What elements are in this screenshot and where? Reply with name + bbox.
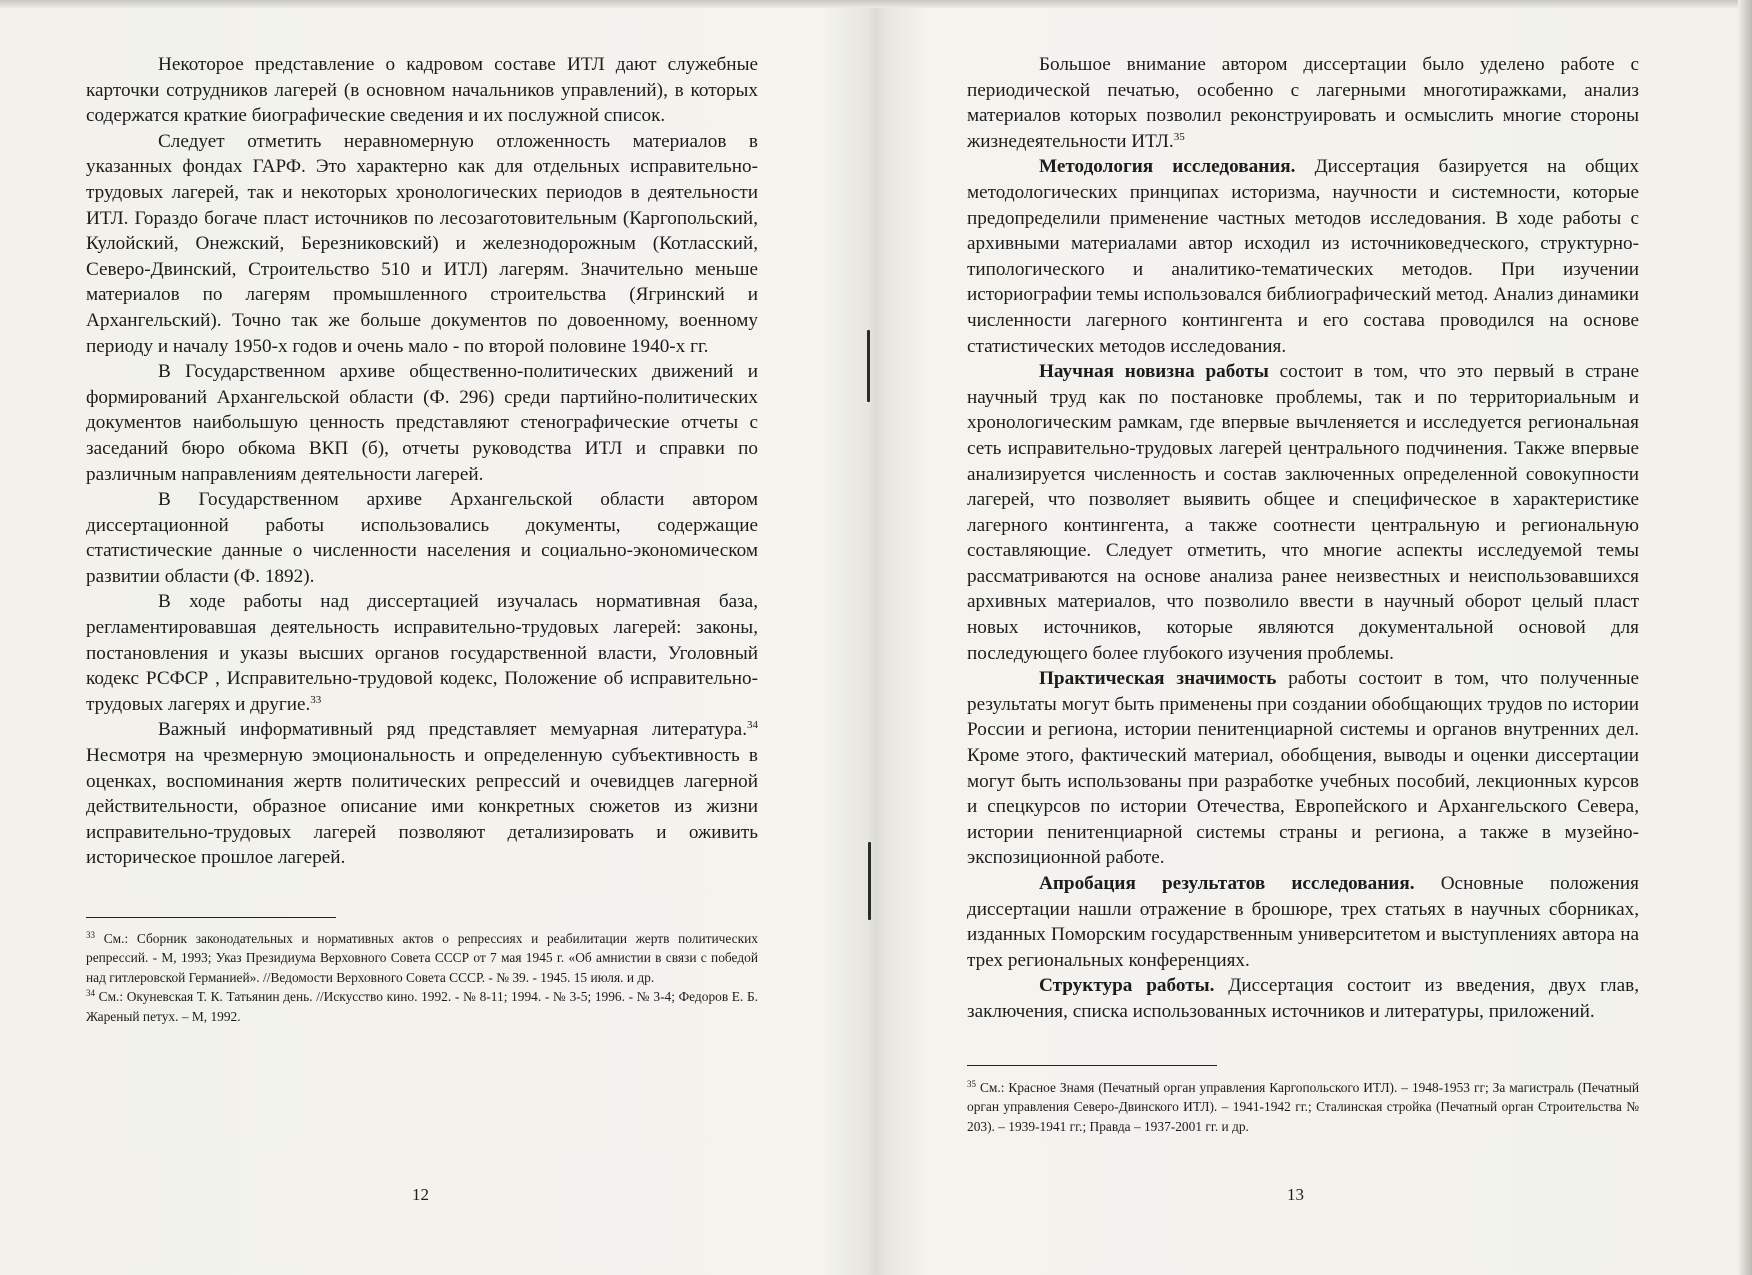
right-page-body bbox=[967, 52, 1639, 1025]
paragraph-text: Большое внимание автором диссертации было уделено работе с периодической печатью, особенно с лагерными многотиражками, анализ материалов которых позволил реконструировать и осмыслить многие стороны жизнедеятельности ИТЛ. bbox=[967, 54, 1639, 152]
staple-mark bbox=[867, 330, 870, 402]
section-paragraph bbox=[967, 973, 1639, 1024]
paragraph bbox=[86, 717, 758, 871]
page-number: 13 bbox=[1287, 1185, 1304, 1204]
paragraph-text: Важный информативный ряд представляет мемуарная литература. bbox=[158, 719, 747, 741]
paragraph: В Государственном архиве Архангельской области автором диссертационной работы использовались документы, содержащие статистические данные о численности населения и социально-экономическом развитии области (Ф. 1892). bbox=[86, 489, 758, 587]
section-heading: Практическая значимость bbox=[1039, 668, 1277, 690]
footnote-ref: 34 bbox=[747, 719, 758, 732]
section-text: работы состоит в том, что полученные результаты могут быть применены при создании обобщающих трудов по истории России и региона, истории пенитенциарной системы и органов внутренних дел. Кроме этого, фактический материал, обобщения, выводы и оценки диссертации могут быть использованы при разработке учебных пособий, лекционных курсов и спецкурсов по истории Отечества, Европейского и Архангельского Севера, истории пенитенциарной системы страны и региона, а также в музейно-экспозиционной работе. bbox=[967, 668, 1639, 869]
section-paragraph bbox=[967, 359, 1639, 666]
section-heading: Методология исследования. bbox=[1039, 156, 1296, 178]
footnote-separator bbox=[967, 1065, 1217, 1066]
footnotes bbox=[967, 1078, 1639, 1136]
footnote-ref: 33 bbox=[310, 693, 322, 706]
paragraph bbox=[86, 589, 758, 717]
section-heading: Научная новизна работы bbox=[1039, 361, 1269, 383]
paragraph-text: Несмотря на чрезмерную эмоциональность и определенную субъективность в оценках, воспоминания жертв политических репрессий и очевидцев лагерной действительности, образное описание ими конкретных сюжетов из жизни исправительно-трудовых лагерей позволяют детализировать и оживить историческое прошлое лагерей. bbox=[86, 745, 758, 869]
section-paragraph bbox=[967, 871, 1639, 973]
paragraph bbox=[967, 52, 1639, 154]
footnote-text: См.: Красное Знамя (Печатный орган управления Каргопольского ИТЛ). – 1948-1953 гг; За магистраль (Печатный орган управления Северо-Двинского ИТЛ). – 1941-1942 гг.; Сталинская стройка (Печатный орган Строительства № 203). – 1939-1941 гг.; Правда – 1937-2001 гг. и др. bbox=[967, 1080, 1639, 1134]
section-text: Диссертация состоит из введения, двух глав, заключения, списка использованных источников и литературы, приложений. bbox=[967, 975, 1639, 1022]
footnote-text: См.: Окуневская Т. К. Татьянин день. //Искусство кино. 1992. - № 8-11; 1994. - № 3-5; 1996. - № 3-4; Федоров Е. Б. Жареный петух. – М, 1992. bbox=[86, 989, 758, 1024]
footnote-ref: 35 bbox=[1173, 130, 1185, 143]
footnote bbox=[967, 1078, 1639, 1136]
paragraph-text: В ходе работы над диссертацией изучалась нормативная база, регламентировавшая деятельность исправительно-трудовых лагерей: законы, постановления и указы высших органов государственной власти, Уголовный кодекс РСФСР , Исправительно-трудовой кодекс, Положение об исправительно-трудовых лагерях и другие. bbox=[86, 591, 758, 715]
footnote-text: См.: Сборник законодательных и нормативных актов о репрессиях и реабилитации жертв политических репрессий. - М, 1993; Указ Президиума Верховного Совета СССР от 7 мая 1945 г. «Об амнистии в связи с победой над гитлеровской Германией». //Ведомости Верховного Совета СССР. - № 39. - 1945. 15 июля. и др. bbox=[86, 931, 758, 985]
paragraph: Некоторое представление о кадровом составе ИТЛ дают служебные карточки сотрудников лагерей (в основном начальников управлений), в которых содержатся краткие биографические сведения и их послужной список. bbox=[86, 54, 758, 127]
left-page bbox=[0, 0, 870, 1275]
section-heading: Структура работы. bbox=[1039, 975, 1215, 997]
footnote-separator bbox=[86, 917, 336, 918]
left-page-body bbox=[86, 52, 758, 871]
page-number: 12 bbox=[412, 1185, 429, 1204]
footnote bbox=[86, 929, 758, 987]
paragraph: В Государственном архиве общественно-политических движений и формирований Архангельской области (Ф. 296) среди партийно-политических документов наибольшую ценность представляют стенографические отчеты с заседаний бюро обкома ВКП (б), отчеты руководства ИТЛ и справки по различным направлениям деятельности лагерей. bbox=[86, 361, 758, 485]
section-heading: Апробация результатов исследования. bbox=[1039, 873, 1415, 894]
section-text: Диссертация базируется на общих методологических принципах историзма, научности и системности, которые предопределили применение частных методов исследования. В ходе работы с архивными материалами автор исходил из источниковедческого, структурно-типологического и аналитико-тематических методов. При изучении историографии темы использовался библиографический метод. Анализ динамики численности лагерного контингента и его состава проводился на основе статистических методов исследования. bbox=[967, 156, 1639, 357]
section-text: состоит в том, что это первый в стране научный труд как по постановке проблемы, так и по территориальным и хронологическим рамкам, где впервые вычленяется и исследуется региональная сеть исправительно-трудовых лагерей центрального подчинения. Также впервые анализируется численность и состав заключенных определенной совокупности лагерей, что позволяет выявить общее и специфическое в характеристике лагерного контингента, а также соотнести центральную и региональную составляющие. Следует отметить, что многие аспекты исследуемой темы рассматриваются на основе анализа ранее неизвестных и неиспользовавшихся архивных материалов, что позволило ввести в научный оборот целый пласт новых источников, которые являются документальной основой для последующего более глубокого изучения проблемы. bbox=[967, 361, 1639, 664]
paragraph: Следует отметить неравномерную отложенность материалов в указанных фондах ГАРФ. Это характерно как для отдельных исправительно-трудовых лагерей, так и некоторых хронологических периодов в деятельности ИТЛ. Гораздо богаче пласт источников по лесозаготовительным (Каргопольский, Кулойский, Онежский, Березниковский) и железнодорожным (Котласский, Северо-Двинский, Строительство 510 и ИТЛ) лагерям. Значительно меньше материалов по лагерям промышленного строительства (Ягринский и Архангельский). Точно так же больше документов по довоенному, военному периоду и началу 1950-х годов и очень мало - по второй половине 1940-х гг. bbox=[86, 130, 758, 357]
section-paragraph bbox=[967, 154, 1639, 359]
footnote-number: 33 bbox=[86, 930, 95, 940]
page-right-edge bbox=[1738, 0, 1752, 1275]
footnote bbox=[86, 987, 758, 1026]
footnote-number: 35 bbox=[967, 1079, 976, 1089]
section-paragraph bbox=[967, 666, 1639, 871]
section-text: Основные положения диссертации нашли отражение в брошюре, трех статьях в научных сборниках, изданных Поморским государственным университетом и выступлениях автора на трех региональных конференциях. bbox=[967, 873, 1640, 971]
footnote-number: 34 bbox=[86, 988, 95, 999]
footnotes bbox=[86, 929, 758, 1026]
right-page bbox=[876, 0, 1746, 1275]
staple-mark bbox=[868, 842, 871, 920]
